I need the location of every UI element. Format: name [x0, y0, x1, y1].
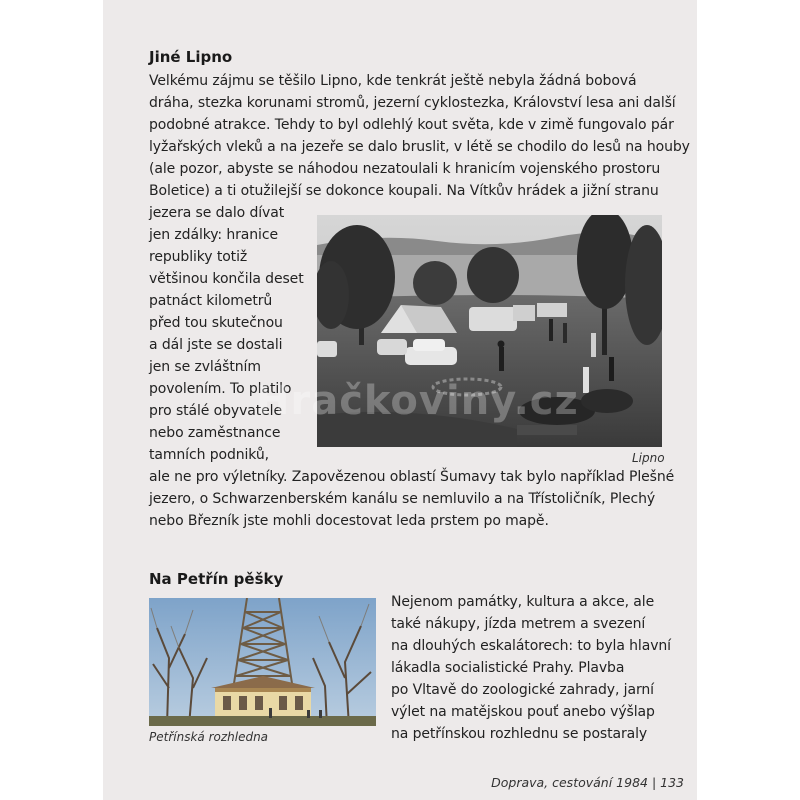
paragraph-line: Velkému zájmu se těšilo Lipno, kde tenkrát ještě nebyla žádná bobová — [149, 73, 637, 89]
paragraph-line: tamních podniků, — [149, 447, 269, 463]
paragraph-line: také nákupy, jízda metrem a svezení — [391, 616, 646, 632]
paragraph-line: po Vltavě do zoologické zahrady, jarní — [391, 682, 654, 698]
paragraph-line: podobné atrakce. Tehdy to byl odlehlý kout světa, kde v zimě fungovalo pár — [149, 117, 674, 133]
paragraph-line: na dlouhých eskalátorech: to byla hlavní — [391, 638, 671, 654]
paragraph-line: jen se zvláštním — [149, 359, 261, 375]
paragraph-line: nebo zaměstnance — [149, 425, 281, 441]
paragraph-line: na petřínskou rozhlednu se postaraly — [391, 726, 648, 742]
section-heading-lipno: Jiné Lipno — [149, 48, 233, 66]
paragraph-line: většinou končila deset — [149, 271, 304, 287]
paragraph-line: před tou skutečnou — [149, 315, 283, 331]
paragraph-line: nebo Březník jste mohli docestovat leda prstem po mapě. — [149, 513, 549, 529]
petrin-tower-photo — [149, 598, 376, 726]
paragraph-line: pro stálé obyvatele — [149, 403, 282, 419]
paragraph-line: lákadla socialistické Prahy. Plavba — [391, 660, 625, 676]
paragraph-line: (ale pozor, abyste se náhodou nezatoulali k hranicím vojenského prostoru — [149, 161, 661, 177]
paragraph-line: jezera se dalo dívat — [149, 205, 285, 221]
watermark-text: Hračkoviny.cz — [256, 378, 579, 424]
paragraph-line: jezero, o Schwarzenberském kanálu se nemluvilo a na Třístoličník, Plechý — [149, 491, 656, 507]
paragraph-line: patnáct kilometrů — [149, 293, 273, 309]
paragraph-line: a dál jste se dostali — [149, 337, 283, 353]
paragraph-line: Boletice) a ti otužilejší se dokonce koupali. Na Vítkův hrádek a jižní stranu — [149, 183, 659, 199]
lipno-caption: Lipno — [632, 451, 665, 465]
paragraph-line: republiky totiž — [149, 249, 248, 265]
paragraph-line: dráha, stezka korunami stromů, jezerní cyklostezka, Království lesa ani další — [149, 95, 676, 111]
paragraph-line: lyžařských vleků a na jezeře se dalo bruslit, v létě se chodilo do lesů na houby — [149, 139, 690, 155]
page-footer: Doprava, cestování 1984 | 133 — [491, 775, 684, 790]
paragraph-line: Nejenom památky, kultura a akce, ale — [391, 594, 655, 610]
section-heading-petrin: Na Petřín pěšky — [149, 570, 284, 588]
paragraph-line: jen zdálky: hranice — [149, 227, 278, 243]
petrin-caption: Petřínská rozhledna — [149, 730, 269, 744]
paragraph-line: ale ne pro výletníky. Zapovězenou oblastí Šumavy tak bylo například Plešné — [149, 469, 675, 485]
paragraph-line: povolením. To platilo — [149, 381, 292, 397]
paragraph-line: výlet na matějskou pouť anebo výšlap — [391, 704, 655, 720]
